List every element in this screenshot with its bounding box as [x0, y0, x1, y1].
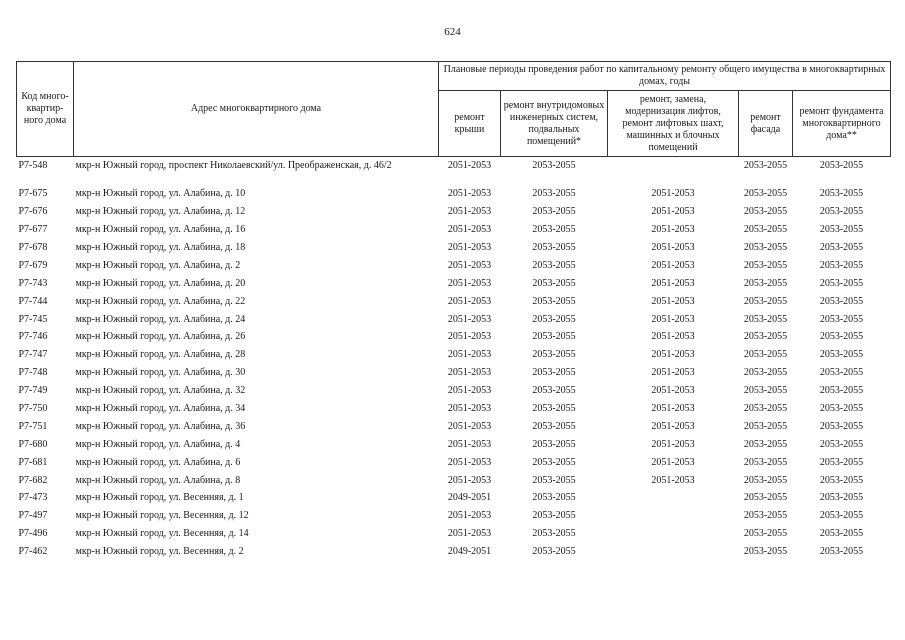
cell-engineering: 2053-2055 [532, 313, 576, 325]
gap-cell [17, 175, 891, 185]
cell-code: P7-548 [18, 160, 48, 172]
cell-address: мкр-н Южный город, ул. Весенняя, д. 12 [75, 510, 249, 522]
cell-address: мкр-н Южный город, ул. Алабина, д. 2 [75, 259, 241, 271]
cell-code: P7-496 [18, 528, 48, 540]
cell-roof: 2051-2053 [447, 385, 492, 397]
header-code: Код много-квартир-ного дома [17, 62, 74, 157]
cell-address: мкр-н Южный город, ул. Весенняя, д. 2 [75, 546, 244, 558]
cell-address: мкр-н Южный город, ул. Алабина, д. 32 [75, 385, 246, 397]
cell-code: P7-678 [18, 242, 48, 253]
table-row [17, 525, 891, 543]
cell-engineering: 2053-2055 [532, 331, 576, 343]
cell-address: мкр-н Южный город, ул. Алабина, д. 10 [75, 188, 246, 200]
cell-foundation: 2053-2055 [819, 403, 864, 415]
cell-elevators: 2051-2053 [651, 349, 695, 361]
table-row [17, 292, 891, 310]
header-address: Адрес многоквартирного дома [74, 62, 439, 157]
table-row [17, 507, 891, 525]
cell-facade: 2053-2055 [743, 224, 788, 236]
cell-foundation: 2053-2055 [819, 528, 864, 540]
cell-address: мкр-н Южный город, ул. Алабина, д. 30 [75, 367, 246, 379]
table-row [17, 346, 891, 364]
cell-foundation: 2053-2055 [819, 295, 864, 307]
table-row [17, 256, 891, 274]
table-row [17, 328, 891, 346]
cell-roof: 2051-2053 [447, 295, 492, 307]
cell-address: мкр-н Южный город, ул. Весенняя, д. 14 [75, 528, 249, 540]
header-elevators: ремонт, замена, модернизация лифтов, ремонт лифтовых шахт, машинных и блочных помещений [608, 91, 739, 157]
cell-code: P7-677 [18, 224, 48, 236]
cell-address: мкр-н Южный город, ул. Алабина, д. 18 [75, 242, 246, 253]
table-row [17, 471, 891, 489]
cell-engineering: 2053-2055 [532, 367, 576, 379]
cell-engineering: 2053-2055 [532, 492, 576, 504]
cell-address: мкр-н Южный город, ул. Алабина, д. 16 [75, 224, 246, 236]
cell-code: P7-682 [18, 474, 48, 486]
cell-roof: 2049-2051 [447, 546, 492, 558]
cell-elevators: 2051-2053 [651, 188, 695, 200]
table-row [17, 203, 891, 221]
cell-foundation: 2053-2055 [819, 242, 864, 253]
cell-code: P7-681 [18, 456, 48, 468]
cell-elevators: 2051-2053 [651, 385, 695, 397]
cell-code: P7-745 [18, 313, 48, 325]
cell-address: мкр-н Южный город, ул. Алабина, д. 28 [75, 349, 246, 361]
cell-foundation: 2053-2055 [819, 474, 864, 486]
cell-code: P7-751 [18, 420, 48, 432]
cell-engineering: 2053-2055 [532, 206, 576, 218]
cell-elevators [608, 507, 739, 525]
cell-address: мкр-н Южный город, ул. Алабина, д. 4 [75, 438, 241, 450]
cell-facade: 2053-2055 [743, 456, 788, 468]
cell-engineering: 2053-2055 [532, 438, 576, 450]
cell-elevators: 2051-2053 [651, 259, 695, 271]
cell-foundation: 2053-2055 [819, 160, 864, 172]
cell-code: P7-748 [18, 367, 48, 379]
cell-engineering: 2053-2055 [532, 510, 576, 522]
table-row [17, 274, 891, 292]
cell-engineering: 2053-2055 [532, 160, 576, 172]
cell-code: P7-747 [18, 349, 48, 361]
cell-facade: 2053-2055 [743, 313, 788, 325]
table-row [17, 310, 891, 328]
cell-code: P7-497 [18, 510, 48, 522]
cell-facade: 2053-2055 [743, 331, 788, 343]
cell-facade: 2053-2055 [743, 188, 788, 200]
cell-elevators: 2051-2053 [651, 242, 695, 253]
cell-engineering: 2053-2055 [532, 242, 576, 253]
cell-roof: 2051-2053 [447, 313, 492, 325]
cell-roof: 2051-2053 [447, 160, 492, 172]
cell-foundation: 2053-2055 [819, 349, 864, 361]
table-row [17, 382, 891, 400]
header-foundation: ремонт фундамента многоквартирного дома** [793, 91, 891, 157]
cell-elevators [608, 543, 739, 561]
cell-foundation: 2053-2055 [819, 224, 864, 236]
cell-elevators [608, 157, 739, 175]
cell-elevators: 2051-2053 [651, 295, 695, 307]
cell-roof: 2051-2053 [447, 277, 492, 289]
cell-foundation: 2053-2055 [819, 188, 864, 200]
table-row [17, 239, 891, 257]
cell-address: мкр-н Южный город, ул. Алабина, д. 34 [75, 403, 246, 415]
cell-roof: 2049-2051 [447, 492, 492, 504]
cell-elevators: 2051-2053 [651, 206, 695, 218]
cell-elevators: 2051-2053 [651, 224, 695, 236]
cell-address: мкр-н Южный город, ул. Алабина, д. 22 [75, 295, 246, 307]
cell-code: P7-462 [18, 546, 48, 558]
cell-elevators: 2051-2053 [651, 420, 695, 432]
cell-foundation: 2053-2055 [819, 510, 864, 522]
cell-engineering: 2053-2055 [532, 188, 576, 200]
cell-engineering: 2053-2055 [532, 420, 576, 432]
cell-roof: 2051-2053 [447, 224, 492, 236]
cell-facade: 2053-2055 [743, 385, 788, 397]
cell-roof: 2051-2053 [447, 403, 492, 415]
cell-code: P7-743 [18, 277, 48, 289]
cell-roof: 2051-2053 [447, 188, 492, 200]
cell-facade: 2053-2055 [743, 528, 788, 540]
cell-engineering: 2053-2055 [532, 295, 576, 307]
cell-engineering: 2053-2055 [532, 224, 576, 236]
cell-address: мкр-н Южный город, ул. Алабина, д. 24 [75, 313, 246, 325]
cell-address: мкр-н Южный город, проспект Николаевский/ул. Преображенская, д. 46/2 [75, 160, 392, 172]
cell-engineering: 2053-2055 [532, 403, 576, 415]
page-number: 624 [444, 26, 461, 38]
cell-facade: 2053-2055 [743, 295, 788, 307]
cell-roof: 2051-2053 [447, 242, 492, 253]
cell-roof: 2051-2053 [447, 510, 492, 522]
cell-facade: 2053-2055 [743, 367, 788, 379]
header-engineering: ремонт внутридомовых инженерных систем, подвальных помещений* [501, 91, 608, 157]
table-row [17, 417, 891, 435]
cell-elevators: 2051-2053 [651, 474, 695, 486]
cell-code: P7-676 [18, 206, 48, 218]
table-body [17, 157, 891, 561]
cell-facade: 2053-2055 [743, 510, 788, 522]
cell-roof: 2051-2053 [447, 456, 492, 468]
cell-roof: 2051-2053 [447, 349, 492, 361]
cell-roof: 2051-2053 [447, 474, 492, 486]
cell-engineering: 2053-2055 [532, 349, 576, 361]
cell-engineering: 2053-2055 [532, 528, 576, 540]
cell-foundation: 2053-2055 [819, 331, 864, 343]
header-roof: ремонт крыши [439, 91, 501, 157]
cell-foundation: 2053-2055 [819, 546, 864, 558]
cell-code: P7-680 [18, 438, 48, 450]
header-periods: Плановые периоды проведения работ по капитальному ремонту общего имущества в многоквартирных домах, годы [439, 62, 891, 91]
table-row [17, 221, 891, 239]
cell-roof: 2051-2053 [447, 259, 492, 271]
cell-code: P7-744 [18, 295, 48, 307]
cell-engineering: 2053-2055 [532, 259, 576, 271]
table-row [17, 453, 891, 471]
cell-facade: 2053-2055 [743, 277, 788, 289]
cell-elevators: 2051-2053 [651, 367, 695, 379]
table-row [17, 364, 891, 382]
cell-foundation: 2053-2055 [819, 420, 864, 432]
cell-elevators [608, 489, 739, 507]
cell-foundation: 2053-2055 [819, 438, 864, 450]
cell-facade: 2053-2055 [743, 492, 788, 504]
cell-facade: 2053-2055 [743, 349, 788, 361]
cell-foundation: 2053-2055 [819, 456, 864, 468]
cell-facade: 2053-2055 [743, 259, 788, 271]
cell-address: мкр-н Южный город, ул. Алабина, д. 20 [75, 277, 246, 289]
cell-code: P7-749 [18, 385, 48, 397]
row-gap [17, 175, 891, 185]
cell-facade: 2053-2055 [743, 546, 788, 558]
cell-roof: 2051-2053 [447, 331, 492, 343]
table-header [17, 62, 891, 157]
cell-facade: 2053-2055 [743, 242, 788, 253]
cell-elevators: 2051-2053 [651, 277, 695, 289]
cell-foundation: 2053-2055 [819, 277, 864, 289]
cell-facade: 2053-2055 [743, 403, 788, 415]
cell-address: мкр-н Южный город, ул. Алабина, д. 36 [75, 420, 246, 432]
cell-address: мкр-н Южный город, ул. Алабина, д. 26 [75, 331, 246, 343]
header-facade: ремонт фасада [739, 91, 793, 157]
cell-address: мкр-н Южный город, ул. Весенняя, д. 1 [75, 492, 244, 504]
cell-elevators: 2051-2053 [651, 313, 695, 325]
table-row [17, 435, 891, 453]
cell-foundation: 2053-2055 [819, 492, 864, 504]
cell-roof: 2051-2053 [447, 367, 492, 379]
cell-facade: 2053-2055 [743, 160, 788, 172]
cell-engineering: 2053-2055 [532, 546, 576, 558]
cell-foundation: 2053-2055 [819, 385, 864, 397]
cell-code: P7-746 [18, 331, 48, 343]
table-row [17, 185, 891, 203]
capital-repair-table [16, 61, 891, 561]
cell-foundation: 2053-2055 [819, 259, 864, 271]
cell-engineering: 2053-2055 [532, 456, 576, 468]
cell-foundation: 2053-2055 [819, 206, 864, 218]
cell-code: P7-473 [18, 492, 48, 504]
cell-roof: 2051-2053 [447, 206, 492, 218]
cell-elevators: 2051-2053 [651, 438, 695, 450]
cell-engineering: 2053-2055 [532, 277, 576, 289]
table-row [17, 543, 891, 561]
cell-code: P7-750 [18, 403, 48, 415]
table-row [17, 157, 891, 175]
cell-facade: 2053-2055 [743, 474, 788, 486]
cell-elevators: 2051-2053 [651, 456, 695, 468]
cell-elevators: 2051-2053 [651, 403, 695, 415]
cell-code: P7-679 [18, 259, 48, 271]
cell-engineering: 2053-2055 [532, 385, 576, 397]
cell-foundation: 2053-2055 [819, 313, 864, 325]
cell-engineering: 2053-2055 [532, 474, 576, 486]
table-row [17, 489, 891, 507]
cell-facade: 2053-2055 [743, 420, 788, 432]
cell-elevators: 2051-2053 [651, 331, 695, 343]
cell-facade: 2053-2055 [743, 206, 788, 218]
cell-code: P7-675 [18, 188, 48, 200]
table-row [17, 400, 891, 418]
cell-roof: 2051-2053 [447, 438, 492, 450]
cell-foundation: 2053-2055 [819, 367, 864, 379]
cell-roof: 2051-2053 [447, 528, 492, 540]
cell-facade: 2053-2055 [743, 438, 788, 450]
cell-address: мкр-н Южный город, ул. Алабина, д. 12 [75, 206, 246, 218]
cell-address: мкр-н Южный город, ул. Алабина, д. 8 [75, 474, 241, 486]
cell-elevators [608, 525, 739, 543]
cell-roof: 2051-2053 [447, 420, 492, 432]
cell-address: мкр-н Южный город, ул. Алабина, д. 6 [75, 456, 241, 468]
